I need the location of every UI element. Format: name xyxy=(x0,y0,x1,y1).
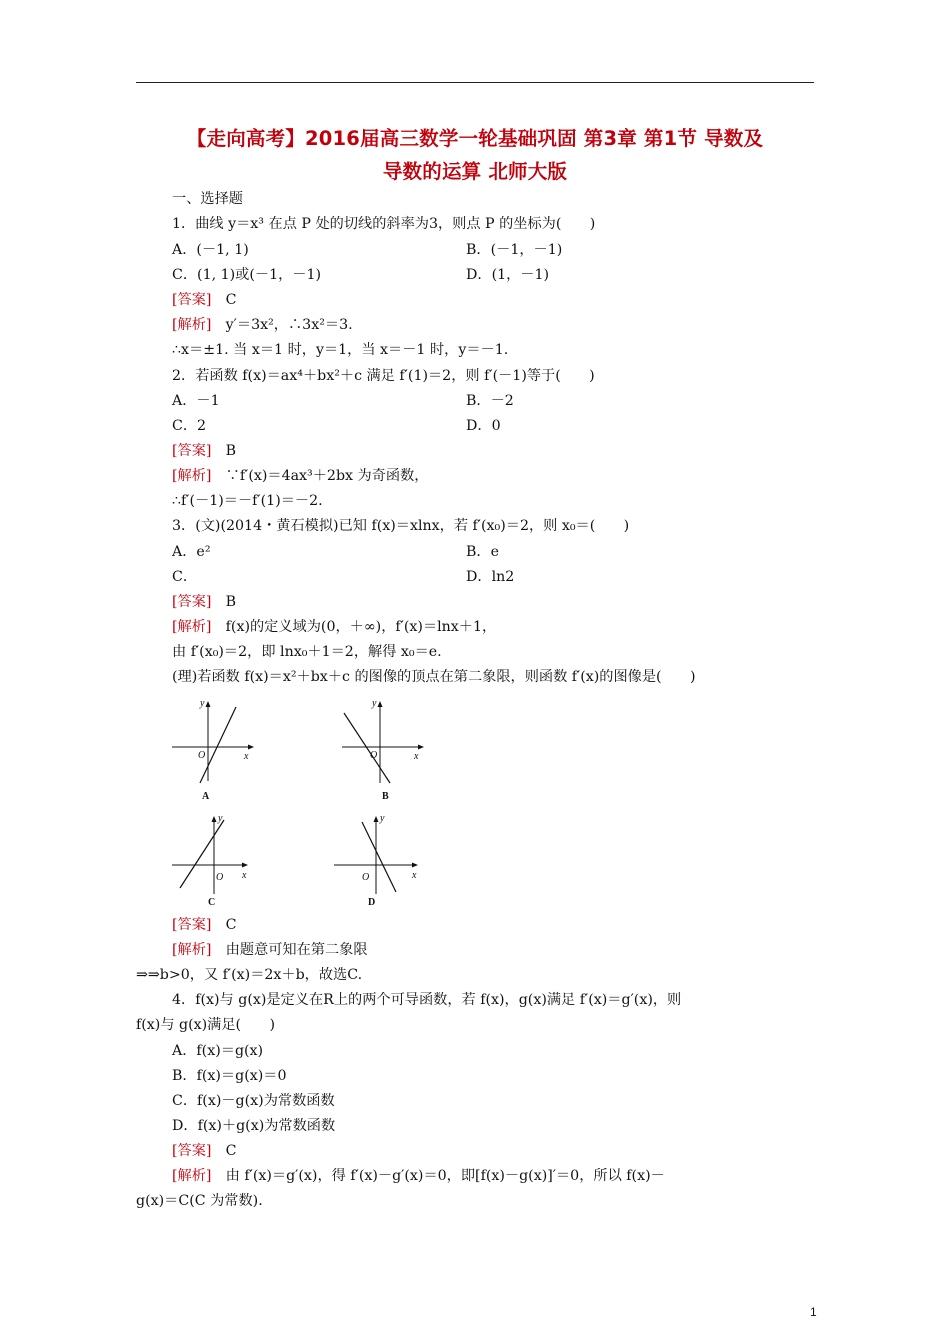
graph-line xyxy=(200,707,236,783)
q2-option-d: D．0 xyxy=(466,418,501,434)
q4-option-c: C．f(x)－g(x)为常数函数 xyxy=(172,1093,335,1109)
q1-option-d: D．(1，－1) xyxy=(466,267,550,283)
answer-value: B xyxy=(225,443,237,459)
q4-analysis xyxy=(172,1167,665,1185)
q2-option-c: C．2 xyxy=(172,418,207,434)
q4-stem-line-2: f(x)与 g(x)满足( ) xyxy=(136,1017,275,1033)
origin-label: O xyxy=(362,872,370,883)
y-axis-label: y xyxy=(200,698,205,709)
origin-label: O xyxy=(370,750,378,761)
q4-stem-line-1: 4．f(x)与 g(x)是定义在R上的两个可导函数，若 f(x)，g(x)满足 f′(x)＝g′(x)，则 xyxy=(172,992,682,1008)
analysis-tag: [解析] xyxy=(172,1168,212,1184)
q2-analysis-line-2: ∴f′(－1)＝－f′(1)＝－2. xyxy=(172,493,323,509)
graph-b xyxy=(340,695,430,805)
q2-analysis xyxy=(172,467,429,485)
analysis-text: ∵f′(x)＝4ax³＋2bx 为奇函数， xyxy=(225,468,429,484)
y-axis-label: y xyxy=(372,698,377,709)
analysis-tag: [解析] xyxy=(172,942,212,958)
answer-value: C xyxy=(225,1143,237,1159)
answer-tag: [答案] xyxy=(172,1143,212,1159)
q3-analysis-line-2: 由 f′(x₀)＝2，即 lnx₀＋1＝2，解得 x₀＝e. xyxy=(172,644,442,660)
answer-tag: [答案] xyxy=(172,292,212,308)
analysis-tag: [解析] xyxy=(172,468,212,484)
y-axis-arrow xyxy=(378,701,383,707)
graph-c xyxy=(170,808,260,918)
page-number: 1 xyxy=(810,1305,817,1319)
answer-value: B xyxy=(225,594,237,610)
graph-label-a: A xyxy=(202,791,210,802)
graph-line xyxy=(344,713,390,783)
x-axis-label: x xyxy=(414,751,419,762)
q3li-analysis-line-2: ⇒⇒b>0，又 f′(x)＝2x＋b，故选C. xyxy=(136,967,363,983)
analysis-tag: [解析] xyxy=(172,619,212,635)
graph-label-d: D xyxy=(368,897,376,908)
origin-label: O xyxy=(216,872,224,883)
q2-option-a: A．－1 xyxy=(172,393,220,409)
q3-option-a: A．e² xyxy=(172,544,211,560)
q3li-stem: (理)若函数 f(x)＝x²＋bx＋c 的图像的顶点在第二象限，则函数 f′(x)的图像是( ) xyxy=(172,669,696,685)
y-axis-label: y xyxy=(218,813,223,824)
q4-analysis-line-2: g(x)＝C(C 为常数). xyxy=(136,1193,263,1209)
q3-stem: 3．(文)(2014・黄石模拟)已知 f(x)＝xlnx，若 f′(x₀)＝2，则 x₀＝( ) xyxy=(172,518,630,534)
q4-option-a: A．f(x)＝g(x) xyxy=(172,1043,264,1059)
x-axis-arrow xyxy=(412,863,418,868)
q4-answer xyxy=(172,1142,237,1160)
x-axis-label: x xyxy=(242,870,247,881)
q2-option-b: B．－2 xyxy=(466,393,514,409)
analysis-text: 由 f′(x)＝g′(x)，得 f′(x)－g′(x)＝0，即[f(x)－g(x)]′＝0，所以 f(x)－ xyxy=(225,1168,665,1184)
q1-answer xyxy=(172,291,237,309)
x-axis-label: x xyxy=(244,751,249,762)
header-rule xyxy=(136,82,814,83)
q3-answer xyxy=(172,593,236,611)
analysis-tag: [解析] xyxy=(172,317,212,333)
q3-analysis xyxy=(172,618,496,636)
x-axis-arrow xyxy=(242,863,248,868)
q3li-answer xyxy=(172,916,237,934)
y-axis-label: y xyxy=(380,813,385,824)
x-axis-arrow xyxy=(248,745,254,750)
answer-value: C xyxy=(225,917,237,933)
origin-label: O xyxy=(198,750,206,761)
q1-option-b: B．(－1，－1) xyxy=(466,242,563,258)
q1-option-a: A．(－1, 1) xyxy=(172,242,249,258)
document-title-line-2: 导数的运算 北师大版 xyxy=(382,160,568,183)
graph-label-b: B xyxy=(382,791,389,802)
answer-value: C xyxy=(225,292,237,308)
q1-analysis xyxy=(172,316,353,334)
q3-option-c: C． xyxy=(172,569,198,585)
document-title-line-1: 【走向高考】2016届高三数学一轮基础巩固 第3章 第1节 导数及 xyxy=(186,127,764,150)
analysis-text: 由题意可知在第二象限 xyxy=(225,942,368,958)
x-axis-label: x xyxy=(412,870,417,881)
q1-option-c: C．(1, 1)或(－1，－1) xyxy=(172,267,322,283)
y-axis-arrow xyxy=(212,816,217,822)
graph-d xyxy=(332,808,428,918)
analysis-text: y′＝3x²，∴3x²＝3. xyxy=(225,317,353,333)
q4-option-d: D．f(x)＋g(x)为常数函数 xyxy=(172,1118,336,1134)
analysis-text: f(x)的定义域为(0，＋∞)，f′(x)＝lnx＋1， xyxy=(225,619,497,635)
q3-option-b: B．e xyxy=(466,544,500,560)
answer-tag: [答案] xyxy=(172,594,212,610)
answer-tag: [答案] xyxy=(172,443,212,459)
q3-option-d: D．ln2 xyxy=(466,569,515,585)
y-axis-arrow xyxy=(206,701,211,707)
q1-stem: 1．曲线 y＝x³ 在点 P 处的切线的斜率为3，则点 P 的坐标为( ) xyxy=(172,216,596,232)
graph-label-c: C xyxy=(208,897,216,908)
q4-option-b: B．f(x)＝g(x)＝0 xyxy=(172,1068,287,1084)
graph-a xyxy=(170,695,260,805)
section-heading: 一、选择题 xyxy=(172,191,243,207)
y-axis-arrow xyxy=(374,816,379,822)
q3li-analysis xyxy=(172,941,368,959)
x-axis-arrow xyxy=(418,745,424,750)
q2-answer xyxy=(172,442,236,460)
q2-stem: 2．若函数 f(x)＝ax⁴＋bx²＋c 满足 f′(1)＝2，则 f′(－1)等于( ) xyxy=(172,368,595,384)
q1-analysis-line-2: ∴x＝±1. 当 x＝1 时，y＝1，当 x＝－1 时，y＝－1. xyxy=(172,342,509,358)
answer-tag: [答案] xyxy=(172,917,212,933)
